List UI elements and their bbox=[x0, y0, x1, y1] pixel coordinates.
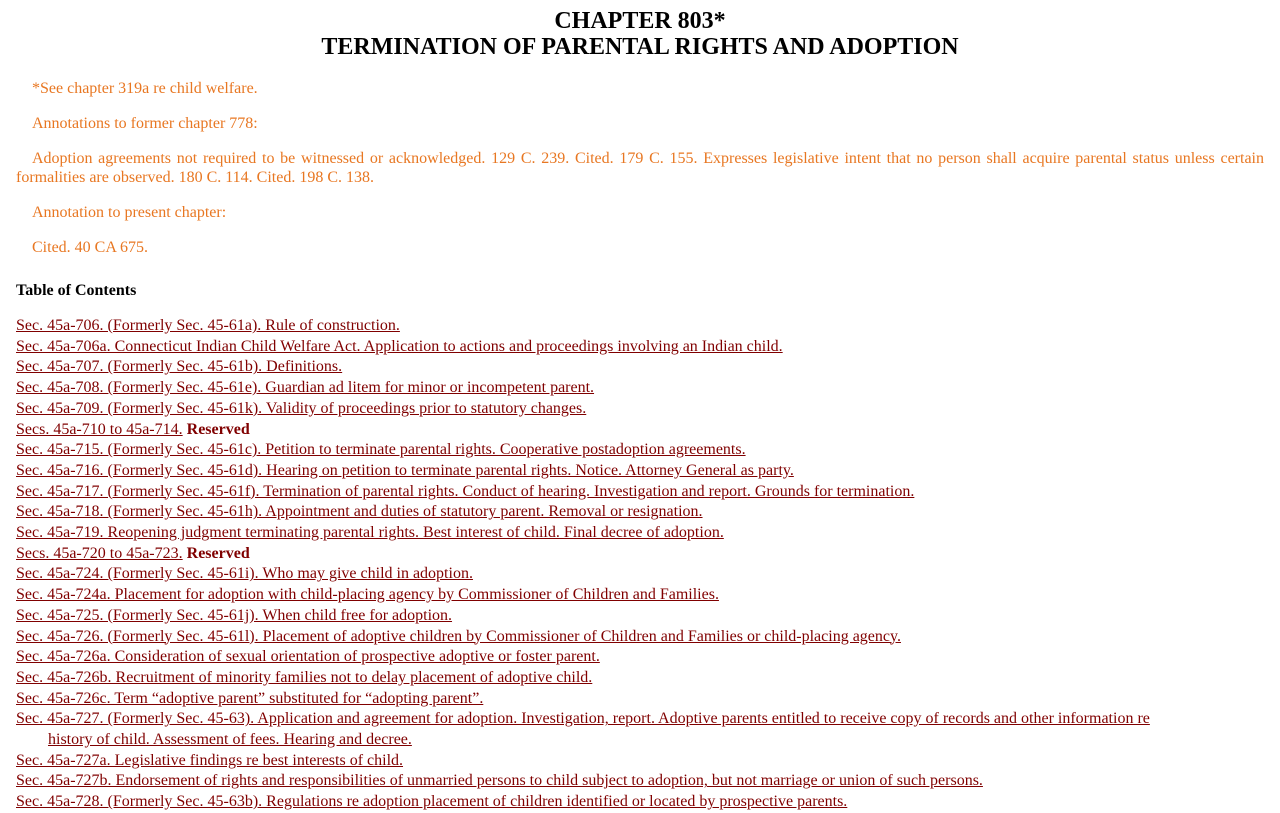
table-of-contents bbox=[16, 316, 1264, 813]
toc-heading: Table of Contents bbox=[16, 282, 137, 299]
toc-link[interactable]: Sec. 45a-726b. Recruitment of minority families not to delay placement of adoptive child. bbox=[16, 668, 593, 686]
toc-item bbox=[16, 523, 1264, 544]
toc-item bbox=[16, 709, 1264, 750]
toc-link[interactable]: Sec. 45a-728. (Formerly Sec. 45-63b). Regulations re adoption placement of children identified or located by prospective parents. bbox=[16, 793, 848, 811]
toc-item-reserved bbox=[16, 544, 1264, 565]
toc-item bbox=[16, 668, 1264, 689]
toc-link[interactable]: Sec. 45a-716. (Formerly Sec. 45-61d). Hearing on petition to terminate parental rights. Notice. Attorney General as party. bbox=[16, 461, 794, 479]
toc-item bbox=[16, 627, 1264, 648]
toc-link[interactable]: Secs. 45a-710 to 45a-714. bbox=[16, 420, 183, 438]
toc-item bbox=[16, 357, 1264, 378]
toc-link[interactable]: Sec. 45a-706a. Connecticut Indian Child Welfare Act. Application to actions and proceedings involving an Indian child. bbox=[16, 337, 783, 355]
toc-link[interactable]: Sec. 45a-719. Reopening judgment terminating parental rights. Best interest of child. Final decree of adoption. bbox=[16, 524, 724, 542]
toc-link[interactable]: Sec. 45a-709. (Formerly Sec. 45-61k). Validity of proceedings prior to statutory changes. bbox=[16, 399, 587, 417]
toc-link[interactable]: Sec. 45a-724. (Formerly Sec. 45-61i). Who may give child in adoption. bbox=[16, 565, 473, 583]
toc-link[interactable]: Sec. 45a-718. (Formerly Sec. 45-61h). Appointment and duties of statutory parent. Removal or resignation. bbox=[16, 503, 703, 521]
toc-link[interactable]: Sec. 45a-726c. Term “adoptive parent” substituted for “adopting parent”. bbox=[16, 689, 484, 707]
toc-item bbox=[16, 399, 1264, 420]
reserved-label: Reserved bbox=[186, 544, 250, 562]
toc-link[interactable]: Sec. 45a-724a. Placement for adoption with child-placing agency by Commissioner of Children and Families. bbox=[16, 586, 719, 604]
toc-item bbox=[16, 337, 1264, 358]
chapter-title: TERMINATION OF PARENTAL RIGHTS AND ADOPTION bbox=[321, 34, 959, 60]
toc-item-reserved bbox=[16, 420, 1264, 441]
toc-item bbox=[16, 689, 1264, 710]
toc-item bbox=[16, 482, 1264, 503]
annotation-present-text: Cited. 40 CA 675. bbox=[32, 239, 149, 256]
toc-item bbox=[16, 461, 1264, 482]
annotation-heading-present: Annotation to present chapter: bbox=[32, 204, 227, 221]
annotation-see-also: *See chapter 319a re child welfare. bbox=[32, 80, 258, 97]
toc-link[interactable]: Secs. 45a-720 to 45a-723. bbox=[16, 544, 183, 562]
toc-item bbox=[16, 647, 1264, 668]
toc-link[interactable]: Sec. 45a-707. (Formerly Sec. 45-61b). Definitions. bbox=[16, 358, 343, 376]
toc-link[interactable]: Sec. 45a-727a. Legislative findings re best interests of child. bbox=[16, 751, 404, 769]
toc-item bbox=[16, 378, 1264, 399]
toc-item bbox=[16, 316, 1264, 337]
toc-link[interactable]: Sec. 45a-706. (Formerly Sec. 45-61a). Rule of construction. bbox=[16, 317, 400, 334]
reserved-label: Reserved bbox=[186, 420, 250, 438]
toc-item bbox=[16, 585, 1264, 606]
toc-link[interactable]: Sec. 45a-726. (Formerly Sec. 45-61l). Placement of adoptive children by Commissioner of Children and Families or child-placing agency. bbox=[16, 627, 901, 645]
toc-link[interactable]: Sec. 45a-726a. Consideration of sexual orientation of prospective adoptive or foster parent. bbox=[16, 648, 600, 666]
toc-link[interactable]: Sec. 45a-727. (Formerly Sec. 45-63). Application and agreement for adoption. Investigation, report. Adoptive parents entitled to receive copy of records and other information re history of child. Assessment of fees. Hearing and decree. bbox=[16, 710, 1150, 749]
toc-link[interactable]: Sec. 45a-725. (Formerly Sec. 45-61j). When child free for adoption. bbox=[16, 606, 453, 624]
toc-item bbox=[16, 502, 1264, 523]
chapter-number: CHAPTER 803* bbox=[554, 8, 726, 34]
statute-page bbox=[0, 8, 1280, 813]
toc-item bbox=[16, 606, 1264, 627]
toc-link[interactable]: Sec. 45a-717. (Formerly Sec. 45-61f). Termination of parental rights. Conduct of hearing. Investigation and report. Grounds for termination. bbox=[16, 482, 915, 500]
toc-link[interactable]: Sec. 45a-708. (Formerly Sec. 45-61e). Guardian ad litem for minor or incompetent parent. bbox=[16, 379, 595, 397]
toc-item bbox=[16, 440, 1264, 461]
toc-item bbox=[16, 792, 1264, 813]
toc-item bbox=[16, 751, 1264, 772]
chapter-heading bbox=[16, 8, 1264, 60]
toc-item bbox=[16, 564, 1264, 585]
toc-item bbox=[16, 771, 1264, 792]
annotation-heading-former: Annotations to former chapter 778: bbox=[32, 115, 258, 132]
toc-link[interactable]: Sec. 45a-715. (Formerly Sec. 45-61c). Petition to terminate parental rights. Cooperative postadoption agreements. bbox=[16, 441, 746, 459]
annotation-former-text: Adoption agreements not required to be witnessed or acknowledged. 129 C. 239. Cited. 179 C. 155. Expresses legislative intent that no person shall acquire parental status unless certain formalities are observed. 180 C. 114. Cited. 198 C. 138. bbox=[16, 150, 1264, 186]
toc-link[interactable]: Sec. 45a-727b. Endorsement of rights and responsibilities of unmarried persons to child subject to adoption, but not marriage or union of such persons. bbox=[16, 772, 983, 790]
